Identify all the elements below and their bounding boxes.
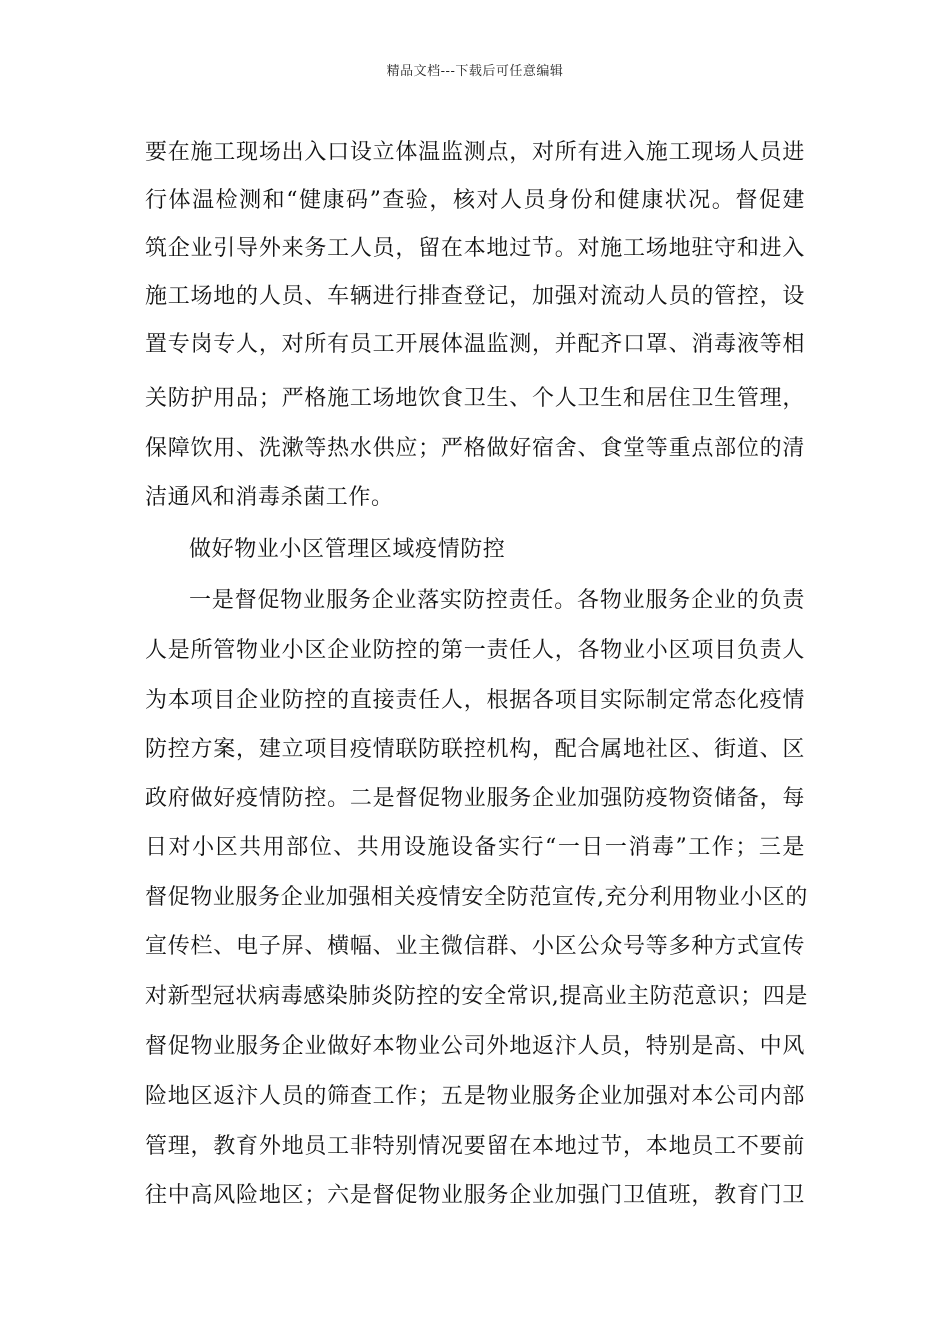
body-line: 为本项目企业防控的直接责任人，根据各项目实际制定常态化疫情 — [145, 688, 805, 713]
body-line: 政府做好疫情防控。二是督促物业服务企业加强防疫物资储备，每 — [145, 786, 805, 811]
body-line: 险地区返汴人员的筛查工作；五是物业服务企业加强对本公司内部 — [145, 1084, 805, 1109]
body-line: 督促物业服务企业做好本物业公司外地返汴人员，特别是高、中风 — [145, 1034, 805, 1059]
body-line: 宣传栏、电子屏、横幅、业主微信群、小区公众号等多种方式宣传 — [145, 934, 805, 959]
section-heading: 做好物业小区管理区域疫情防控 — [189, 537, 506, 562]
body-line: 往中高风险地区；六是督促物业服务企业加强门卫值班，教育门卫 — [145, 1183, 805, 1208]
page-header: 精品文档---下载后可任意编辑 — [386, 64, 564, 79]
body-line: 人是所管物业小区企业防控的第一责任人，各物业小区项目负责人 — [145, 638, 805, 663]
body-line: 一是督促物业服务企业落实防控责任。各物业服务企业的负责 — [189, 588, 805, 613]
body-line: 督促物业服务企业加强相关疫情安全防范宣传,充分利用物业小区的 — [145, 885, 808, 910]
body-line: 关防护用品；严格施工场地饮食卫生、个人卫生和居住卫生管理， — [145, 386, 805, 411]
body-line: 日对小区共用部位、共用设施设备实行“一日一消毒”工作；三是 — [145, 835, 805, 860]
body-line: 管理，教育外地员工非特别情况要留在本地过节，本地员工不要前 — [145, 1134, 805, 1159]
body-line: 行体温检测和“健康码”查验，核对人员身份和健康状况。督促建 — [145, 188, 805, 213]
body-line: 施工场地的人员、车辆进行排查登记，加强对流动人员的管控，设 — [145, 284, 805, 309]
body-line: 防控方案，建立项目疫情联防联控机构，配合属地社区、街道、区 — [145, 737, 805, 762]
body-line: 置专岗专人，对所有员工开展体温监测，并配齐口罩、消毒液等相 — [145, 332, 805, 357]
body-line: 筑企业引导外来务工人员，留在本地过节。对施工场地驻守和进入 — [145, 236, 805, 261]
body-line: 对新型冠状病毒感染肺炎防控的安全常识,提高业主防范意识；四是 — [145, 984, 808, 1009]
body-line: 要在施工现场出入口设立体温监测点，对所有进入施工现场人员进 — [145, 140, 805, 165]
body-line: 洁通风和消毒杀菌工作。 — [145, 485, 394, 510]
body-line: 保障饮用、洗漱等热水供应；严格做好宿舍、食堂等重点部位的清 — [145, 436, 805, 461]
